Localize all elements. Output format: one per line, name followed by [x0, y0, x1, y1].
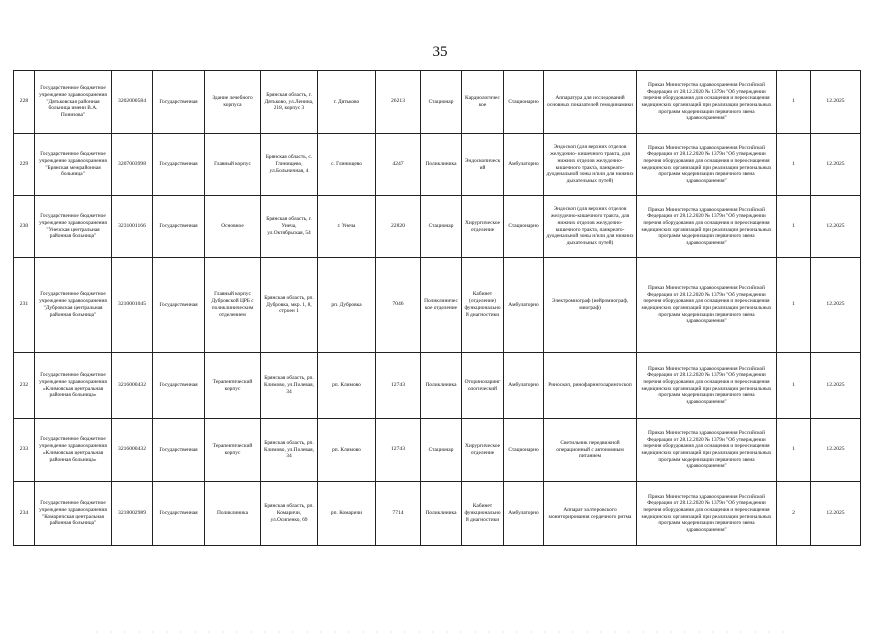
care-condition: Стационар — [421, 196, 462, 258]
population: 7714 — [376, 482, 421, 546]
org-code: 3202000584 — [112, 71, 153, 134]
address: Брянская область, г. Унеча, ул.Октябрьская, 54 — [261, 196, 318, 258]
deadline: 12.2025 — [811, 482, 861, 546]
address: Брянская область, рп. Климово, ул.Полевая, 34 — [261, 419, 318, 482]
organization-name: Государственное бюджетное учреждение здравоохранения "Унечская центральная районная больница" — [35, 196, 112, 258]
table-row — [14, 196, 861, 258]
building-name: Главный корпус Дубровской ЦРБ с поликлиническим отделением — [205, 258, 261, 353]
locality: рп. Комаричи — [318, 482, 376, 546]
org-code: 3207003998 — [112, 134, 153, 196]
care-form: Амбулаторно — [504, 353, 544, 419]
care-condition: Стационар — [421, 71, 462, 134]
organization-name: Государственное бюджетное учреждение здравоохранения "Комаричская центральная районная больница" — [35, 482, 112, 546]
quantity: 1 — [777, 353, 811, 419]
row-number: 231 — [14, 258, 35, 353]
deadline: 12.2025 — [811, 71, 861, 134]
equipment-table — [13, 70, 861, 546]
locality: рп. Климово — [318, 353, 376, 419]
deadline: 12.2025 — [811, 258, 861, 353]
care-condition: Поликлиника — [421, 134, 462, 196]
organization-name: Государственное бюджетное учреждение здравоохранения "Дубровская центральная районная больница" — [35, 258, 112, 353]
ownership-type: Государственная — [153, 196, 205, 258]
department: Хирургическое отделение — [462, 419, 504, 482]
deadline: 12.2025 — [811, 134, 861, 196]
organization-name: Государственное бюджетное учреждение здравоохранения «Климовская центральная районная больница» — [35, 419, 112, 482]
locality: с. Глинищево — [318, 134, 376, 196]
building-name: Поликлиника — [205, 482, 261, 546]
organization-name: Государственное бюджетное учреждение здравоохранения "Дятьковская районная больница имени В.А. Понизова" — [35, 71, 112, 134]
care-form: Стационарно — [504, 196, 544, 258]
org-code: 3231001166 — [112, 196, 153, 258]
population: 12743 — [376, 419, 421, 482]
equipment: Аппарат холтеровского мониторирования сердечного ритма — [544, 482, 637, 546]
population: 22820 — [376, 196, 421, 258]
building-name: Главный корпус — [205, 134, 261, 196]
care-condition: Поликлиника — [421, 482, 462, 546]
equipment: Эндоскоп (для верхних отделов желудочно-кишечного тракта, для нижних отделов желудочно-кишечного тракта, панкреато-дуоденальной зоны и/или для нижних дыхательных путей) — [544, 196, 637, 258]
address: Брянская область, с. Глинищево, ул.Больничная, 4 — [261, 134, 318, 196]
table-row — [14, 353, 861, 419]
locality: г. Унеча — [318, 196, 376, 258]
building-name: Здание лечебного корпуса — [205, 71, 261, 134]
ownership-type: Государственная — [153, 353, 205, 419]
ownership-type: Государственная — [153, 71, 205, 134]
department: Кабинет функционально й диагностики — [462, 482, 504, 546]
page-number: 35 — [432, 44, 448, 60]
organization-name: Государственное бюджетное учреждение здравоохранения "Брянская межрайонная больница" — [35, 134, 112, 196]
quantity: 1 — [777, 258, 811, 353]
address: Брянская область, рп. Комаричи, ул.Осипенко, 69 — [261, 482, 318, 546]
locality: г. Дятьково — [318, 71, 376, 134]
building-name: Терапевтический корпус — [205, 353, 261, 419]
equipment: Эндоскоп (для верхних отделов желудочно- кишечного тракта, для нижних отделов желудочно-кишечного тракта, панкреато-дуоденальной зоны и/или для нижних дыхательных путей) — [544, 134, 637, 196]
care-condition: Поликлиника — [421, 353, 462, 419]
org-code: 3218002989 — [112, 482, 153, 546]
equipment: Риноскоп, ринофаринголарингоскоп — [544, 353, 637, 419]
address: Брянская область, г. Дятьково, ул.Ленина, 218, корпус 3 — [261, 71, 318, 134]
quantity: 1 — [777, 71, 811, 134]
table-row — [14, 482, 861, 546]
table-row — [14, 71, 861, 134]
department: Хирургическое отделение — [462, 196, 504, 258]
building-name: Основное — [205, 196, 261, 258]
quantity: 1 — [777, 134, 811, 196]
population: 4247 — [376, 134, 421, 196]
department: Оториноларингологический — [462, 353, 504, 419]
row-number: 234 — [14, 482, 35, 546]
population: 7046 — [376, 258, 421, 353]
care-form: Амбулаторно — [504, 134, 544, 196]
org-code: 3210001045 — [112, 258, 153, 353]
org-code: 3216000432 — [112, 419, 153, 482]
locality: рп. Климово — [318, 419, 376, 482]
quantity: 1 — [777, 196, 811, 258]
care-condition: Стационар — [421, 419, 462, 482]
department: Эндоскопический — [462, 134, 504, 196]
order-reference: Приказ Министерства здравоохранения Российской Федерации от 28.12.2020 № 1379н "Об утверждении перечня оборудования для оснащения и переоснащения медицинских организаций при реализации региональных программ модернизации первичного звена здравоохранения" — [637, 258, 777, 353]
table-row — [14, 258, 861, 353]
organization-name: Государственное бюджетное учреждение здравоохранения «Климовская центральная районная больница» — [35, 353, 112, 419]
care-condition: Поликлиническое отделение — [421, 258, 462, 353]
care-form: Стационарно — [504, 71, 544, 134]
quantity: 1 — [777, 419, 811, 482]
ownership-type: Государственная — [153, 482, 205, 546]
equipment: Электромиограф (нейромиограф, миограф) — [544, 258, 637, 353]
quantity: 2 — [777, 482, 811, 546]
order-reference: Приказ Министерства здравоохранения Российской Федерации от 28.12.2020 № 1379н "Об утверждении перечня оборудования для оснащения и переоснащения медицинских организаций при реализации региональных программ модернизации первичного звена здравоохранения" — [637, 71, 777, 134]
address: Брянская область, рп. Дубровка, мкр. 1, 8, строен 1 — [261, 258, 318, 353]
row-number: 230 — [14, 196, 35, 258]
deadline: 12.2025 — [811, 196, 861, 258]
department: Кабинет (отделение) функционально й диагностики — [462, 258, 504, 353]
building-name: Терапевтический корпус — [205, 419, 261, 482]
order-reference: Приказ Министерства здравоохранения Российской Федерации от 28.12.2020 № 1379н "Об утверждении перечня оборудования для оснащения и переоснащения медицинских организаций при реализации региональных программ модернизации первичного звена здравоохранения" — [637, 134, 777, 196]
ownership-type: Государственная — [153, 419, 205, 482]
order-reference: Приказ Министерства здравоохранения Российской Федерации от 28.12.2020 № 1379н "Об утверждении перечня оборудования для оснащения и переоснащения медицинских организаций при реализации региональных программ модернизации первичного звена здравоохранения" — [637, 419, 777, 482]
row-number: 228 — [14, 71, 35, 134]
locality: рп. Дубровка — [318, 258, 376, 353]
address: Брянская область, рп. Климово, ул.Полевая, 34 — [261, 353, 318, 419]
department: Кардиологическое — [462, 71, 504, 134]
deadline: 12.2025 — [811, 353, 861, 419]
care-form: Стационарно — [504, 419, 544, 482]
row-number: 233 — [14, 419, 35, 482]
order-reference: Приказ Министерства здравоохранения Российской Федерации от 28.12.2020 № 1379н "Об утверждении перечня оборудования для оснащения и переоснащения медицинских организаций при реализации региональных программ модернизации первичного звена здравоохранения" — [637, 196, 777, 258]
row-number: 232 — [14, 353, 35, 419]
care-form: Амбулаторно — [504, 482, 544, 546]
scan-artifact-dots — [90, 631, 790, 633]
equipment: Светильник передвижной операционный с автономным питанием — [544, 419, 637, 482]
table-row — [14, 419, 861, 482]
order-reference: Приказ Министерства здравоохранения Российской Федерации от 28.12.2020 № 1379н "Об утверждении перечня оборудования для оснащения и переоснащения медицинских организаций при реализации региональных программ модернизации первичного звена здравоохранения" — [637, 353, 777, 419]
ownership-type: Государственная — [153, 258, 205, 353]
population: 26213 — [376, 71, 421, 134]
table-row — [14, 134, 861, 196]
ownership-type: Государственная — [153, 134, 205, 196]
org-code: 3216000432 — [112, 353, 153, 419]
equipment: Аппаратура для исследований основных показателей гемодинамики — [544, 71, 637, 134]
care-form: Амбулаторно — [504, 258, 544, 353]
population: 12743 — [376, 353, 421, 419]
order-reference: Приказ Министерства здравоохранения Российской Федерации от 28.12.2020 № 1379н "Об утверждении перечня оборудования для оснащения и переоснащения медицинских организаций при реализации региональных программ модернизации первичного звена здравоохранения" — [637, 482, 777, 546]
deadline: 12.2025 — [811, 419, 861, 482]
row-number: 229 — [14, 134, 35, 196]
